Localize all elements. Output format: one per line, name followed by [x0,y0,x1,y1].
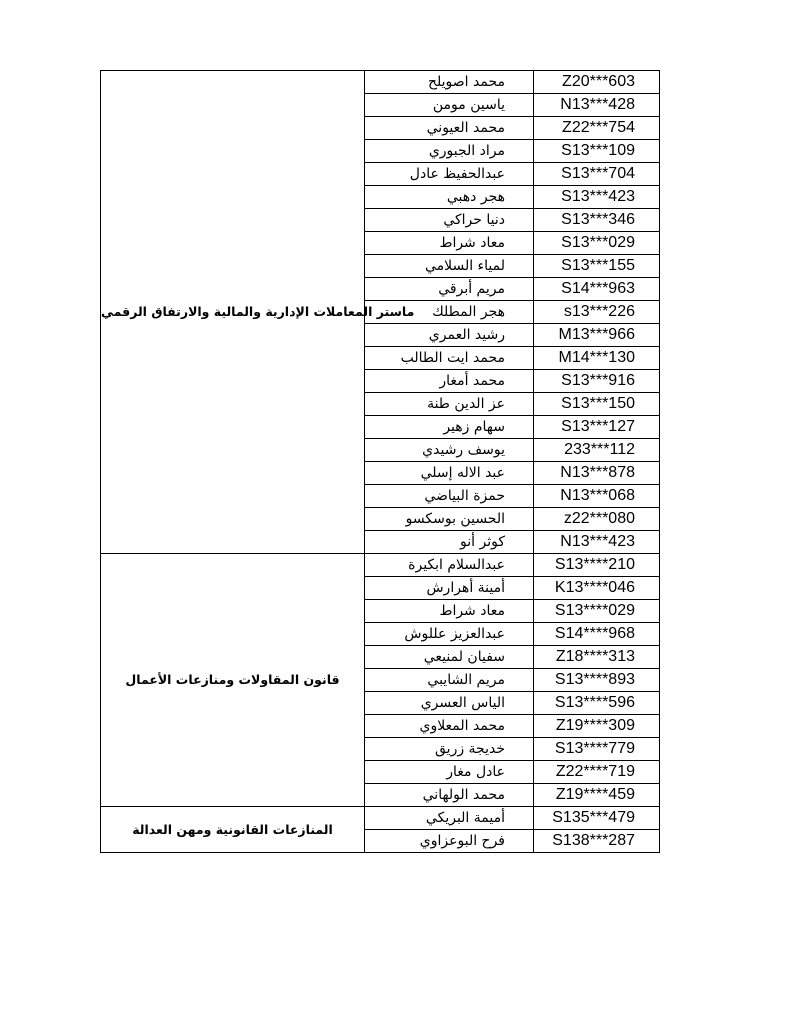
student-name-cell: معاد شراط [365,232,534,255]
student-code-cell: S14****968 [534,623,660,646]
table-row [101,71,660,94]
student-code-cell: N13***878 [534,462,660,485]
student-code-cell: S14***963 [534,278,660,301]
student-name-cell: سهام زهير [365,416,534,439]
student-code-cell: 233***112 [534,439,660,462]
student-name-cell: كوثر أنو [365,531,534,554]
student-name-cell: عبدالسلام ابكيرة [365,554,534,577]
student-code-cell: N13***068 [534,485,660,508]
student-code-cell: S13****210 [534,554,660,577]
student-name-cell: رشيد العمري [365,324,534,347]
student-code-cell: S13****596 [534,692,660,715]
student-name-cell: محمد الولهاني [365,784,534,807]
student-code-cell: S13***109 [534,140,660,163]
student-code-cell: Z19****309 [534,715,660,738]
student-code-cell: S13***423 [534,186,660,209]
student-name-cell: ياسين مومن [365,94,534,117]
student-code-cell: S13***704 [534,163,660,186]
student-code-cell: S13***029 [534,232,660,255]
student-code-cell: S138***287 [534,830,660,853]
student-code-cell: N13***423 [534,531,660,554]
student-code-cell: Z19****459 [534,784,660,807]
student-code-cell: z22***080 [534,508,660,531]
student-code-cell: S13***127 [534,416,660,439]
student-name-cell: خديجة زريق [365,738,534,761]
student-name-cell: محمد أمغار [365,370,534,393]
student-code-cell: M14***130 [534,347,660,370]
table-row [101,554,660,577]
student-code-cell: S13****779 [534,738,660,761]
student-code-cell: S13***346 [534,209,660,232]
student-name-cell: الياس العسري [365,692,534,715]
student-name-cell: محمد العيوني [365,117,534,140]
student-code-cell: S13****029 [534,600,660,623]
student-code-cell: K13****046 [534,577,660,600]
student-code-cell: S135***479 [534,807,660,830]
student-name-cell: هجر المطلك [365,301,534,324]
student-name-cell: عادل مغار [365,761,534,784]
student-code-cell: S13****893 [534,669,660,692]
student-name-cell: مريم الشايبي [365,669,534,692]
student-code-cell: N13***428 [534,94,660,117]
student-name-cell: أمينة أهرارش [365,577,534,600]
student-code-cell: Z18****313 [534,646,660,669]
student-code-cell: S13***155 [534,255,660,278]
program-name-cell: ماستر المعاملات الإدارية والمالية والارتفاق الرقمي [101,71,365,554]
student-name-cell: عبدالعزيز عللوش [365,623,534,646]
student-name-cell: حمزة البياضي [365,485,534,508]
student-name-cell: معاد شراط [365,600,534,623]
program-name-cell: المنازعات القانونية ومهن العدالة [101,807,365,853]
student-name-cell: دنيا حراكي [365,209,534,232]
student-name-cell: عبد الاله إسلي [365,462,534,485]
student-name-cell: مراد الجبوري [365,140,534,163]
table-row [101,807,660,830]
student-name-cell: محمد اصويلح [365,71,534,94]
results-table-body [101,71,660,853]
student-name-cell: أميمة البريكي [365,807,534,830]
results-table [100,70,660,853]
student-name-cell: سفيان لمنيعي [365,646,534,669]
student-name-cell: الحسين بوسكسو [365,508,534,531]
student-name-cell: عبدالحفيظ عادل [365,163,534,186]
student-name-cell: لمياء السلامي [365,255,534,278]
student-code-cell: Z22****719 [534,761,660,784]
student-name-cell: هجر دهبي [365,186,534,209]
program-name-cell: قانون المقاولات ومنازعات الأعمال [101,554,365,807]
student-name-cell: محمد ايت الطالب [365,347,534,370]
student-code-cell: Z22***754 [534,117,660,140]
student-name-cell: مريم أبرقي [365,278,534,301]
student-name-cell: عز الدين طنة [365,393,534,416]
student-code-cell: s13***226 [534,301,660,324]
student-name-cell: فرح البوعزاوي [365,830,534,853]
student-name-cell: يوسف رشيدي [365,439,534,462]
student-code-cell: Z20***603 [534,71,660,94]
student-code-cell: M13***966 [534,324,660,347]
student-name-cell: محمد المعلاوي [365,715,534,738]
student-code-cell: S13***916 [534,370,660,393]
student-code-cell: S13***150 [534,393,660,416]
